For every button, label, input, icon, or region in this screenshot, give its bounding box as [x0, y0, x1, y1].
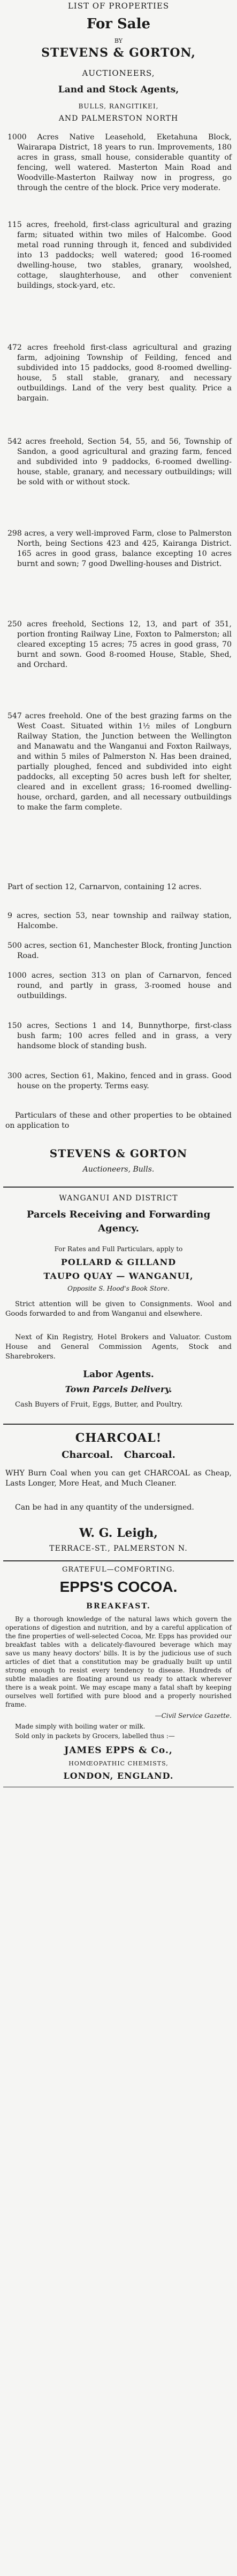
- divider: [3, 1424, 234, 1425]
- ad4-name: JAMES EPPS & Co.,: [64, 1745, 173, 1756]
- ad2-name: POLLARD & GILLAND: [60, 1257, 177, 1267]
- ad4-body: By a thorough knowledge of the natural laws which govern the operations of digestion and nutrition, and by a careful application of the fine properties of well-selected Cocoa, Mr. Epps has provided our breakfast tables with a delicately-flavoured beverage which may save us many heavy doctors' bills. It is by the judicious use of such articles of diet that a constitution may be gradually built up until strong enough to resist every tendency to disease. Hundreds of subtle maladies are floating around us ready to attack wherever there is a weak point. We may escape many a fatal shaft by keeping ourselves well fortified with pure blood and a properly nourished frame.: [5, 1615, 232, 1708]
- ad2-opposite: Opposite S. Hood's Book Store.: [67, 1285, 170, 1292]
- ad1-item: 115 acres, freehold, first-class agricultural and grazing farm; situated within two miles of Halcombe. Good metal road running through it, fenced and subdivided into 13 paddocks; well watered; good 16-roomed dwelling-house, two stables, granary, woolshed, cottage, slaughterhouse, and other convenient buildings, stock-yard, etc.: [7, 221, 232, 290]
- ad4-chemists: HOMŒOPATHIC CHEMISTS,: [68, 1760, 169, 1767]
- ad2-title: Parcels Receiving and Forwarding Agency.: [26, 1209, 211, 1234]
- ad1-item: 500 acres, section 61, Manchester Block, fronting Junction Road.: [7, 941, 232, 960]
- ad1-subtitle: Land and Stock Agents,: [58, 84, 179, 95]
- ad4-attribution: —Civil Service Gazette.: [155, 1712, 232, 1719]
- ad4-made: Made simply with boiling water or milk.: [15, 1723, 146, 1730]
- ad1-item: 1000 Acres Native Leasehold, Eketahuna Block, Wairarapa District, 18 years to run. Improvements, 180 acres in grass, small house, considerable quantity of fencing, well watered. Masterton Main Road and Woodville-Masterton Railway now in progress, go through the centre of the block. Price very moderate.: [7, 133, 232, 192]
- ad1-notice: Particulars of these and other properties to be obtained on application to: [5, 1111, 232, 1130]
- ad3-address: TERRACE-ST., PALMERSTON N.: [49, 1544, 188, 1553]
- ad1-item: 547 acres freehold. One of the best grazing farms on the West Coast. Situated within 1½ miles of Longburn Railway Station, the Junction between the Wellington and Manawatu and the Wanganui and Foxton Railways, and within 5 miles of Palmerston N. Has been drained, partially ploughed, fenced and subdivided into eight paddocks, all excepting 50 acres bush left for shelter, cleared and in excellent grass; 16-roomed dwelling-house, orchard, garden, and all necessary outbuildings to make the farm complete.: [7, 712, 232, 812]
- ad2-town: Town Parcels Delivery.: [65, 1384, 172, 1394]
- ad1-header: LIST OF PROPERTIES: [67, 1, 170, 11]
- ad2-body2: Next of Kin Registry, Hotel Brokers and Valuator. Custom House and General Commission Agents, Stock and Sharebrokers.: [5, 1333, 232, 1361]
- ad1-item: 300 acres, Section 61, Makino, fenced and in grass. Good house on the property. Terms easy.: [7, 1072, 232, 1090]
- ad1-signature-place: Auctioneers, Bulls.: [82, 1165, 155, 1174]
- ad1-item: 250 acres freehold, Sections 12, 13, and part of 351, portion fronting Railway Line, Foxton to Palmerston; all cleared excepting 15 acres; 75 acres in good grass, 70 burnt and sown. Good 8-roomed House, Stable, Shed, and Orchard.: [7, 620, 232, 669]
- ad3-title: CHARCOAL!: [75, 1431, 162, 1445]
- ad4-kicker: GRATEFUL—COMFORTING.: [62, 1566, 175, 1574]
- ad3-subtitle: Charcoal. Charcoal.: [62, 1449, 175, 1460]
- ad1-item: Part of section 12, Carnarvon, containing 12 acres.: [7, 883, 202, 891]
- ad2-labor: Labor Agents.: [83, 1369, 154, 1380]
- ad1-item: 472 acres freehold first-class agricultural and grazing farm, adjoining Township of Feilding, fenced and subdivided into 15 paddocks, good 8-roomed dwelling-house, 5 stall stable, granary, and necessary outbuildings. Land of the very best quality. Price a bargain.: [7, 343, 232, 403]
- divider: [3, 1187, 234, 1188]
- ad1-title: For Sale: [86, 16, 151, 32]
- ad1-item: 298 acres, a very well-improved Farm, close to Palmerston North, being Sections 423 and 425, Kairanga District. 165 acres in good grass, balance excepting 10 acres burnt and sown; 7 good Dwelling-houses and District.: [7, 529, 232, 568]
- ad4-subtitle: BREAKFAST.: [86, 1602, 151, 1611]
- ad1-item: 1000 acres, section 313 on plan of Carnarvon, fenced round, and partly in grass, 3-roomed house and outbuildings.: [7, 971, 232, 1000]
- ad1-item: 542 acres freehold, Section 54, 55, and 56, Township of Sandon, a good agricultural and grazing farm, fenced and subdivided into 9 paddocks, 6-roomed dwelling-house, stable, granary, and necessary outbuildings; will be sold with or without stock.: [7, 437, 232, 486]
- ad1-location: BULLS, RANGITIKEI,: [78, 103, 159, 110]
- ad2-cash: Cash Buyers of Fruit, Eggs, Butter, and Poultry.: [15, 1401, 183, 1409]
- ad2-location: TAUPO QUAY — WANGANUI,: [43, 1271, 194, 1281]
- ad2-line1: For Rates and Full Particulars, apply to: [54, 1245, 183, 1253]
- ad1-item: 150 acres, Sections 1 and 14, Bunnythorpe, first-class bush farm; 100 acres felled and in grass, a very handsome block of standing bush.: [7, 1022, 232, 1050]
- ad1-item: 9 acres, section 53, near township and railway station, Halcombe.: [7, 912, 232, 930]
- ad4-sold: Sold only in packets by Grocers, labelled thus :—: [15, 1732, 175, 1740]
- ad3-name: W. G. Leigh,: [79, 1526, 158, 1540]
- ad4-title: EPPS'S COCOA.: [59, 1578, 178, 1595]
- divider: [3, 1560, 234, 1561]
- ad1-signature: STEVENS & GORTON: [49, 1147, 188, 1160]
- ad3-body: WHY Burn Coal when you can get CHARCOAL as Cheap, Lasts Longer, More Heat, and Much Cleaner.: [5, 1469, 232, 1488]
- ad1-firm: STEVENS & GORTON,: [41, 46, 196, 60]
- ad2-body: Strict attention will be given to Consignments. Wool and Goods forwarded to and from Wanganui and elsewhere.: [5, 1300, 232, 1318]
- ad1-branch: AND PALMERSTON NORTH: [58, 114, 179, 123]
- ad4-city: LONDON, ENGLAND.: [63, 1771, 174, 1781]
- ad1-role: AUCTIONEERS,: [82, 68, 155, 78]
- ad2-header: WANGANUI AND DISTRICT: [59, 1194, 178, 1203]
- ad1-by: BY: [114, 37, 123, 44]
- ad3-body2: Can be had in any quantity of the undersigned.: [15, 1503, 194, 1512]
